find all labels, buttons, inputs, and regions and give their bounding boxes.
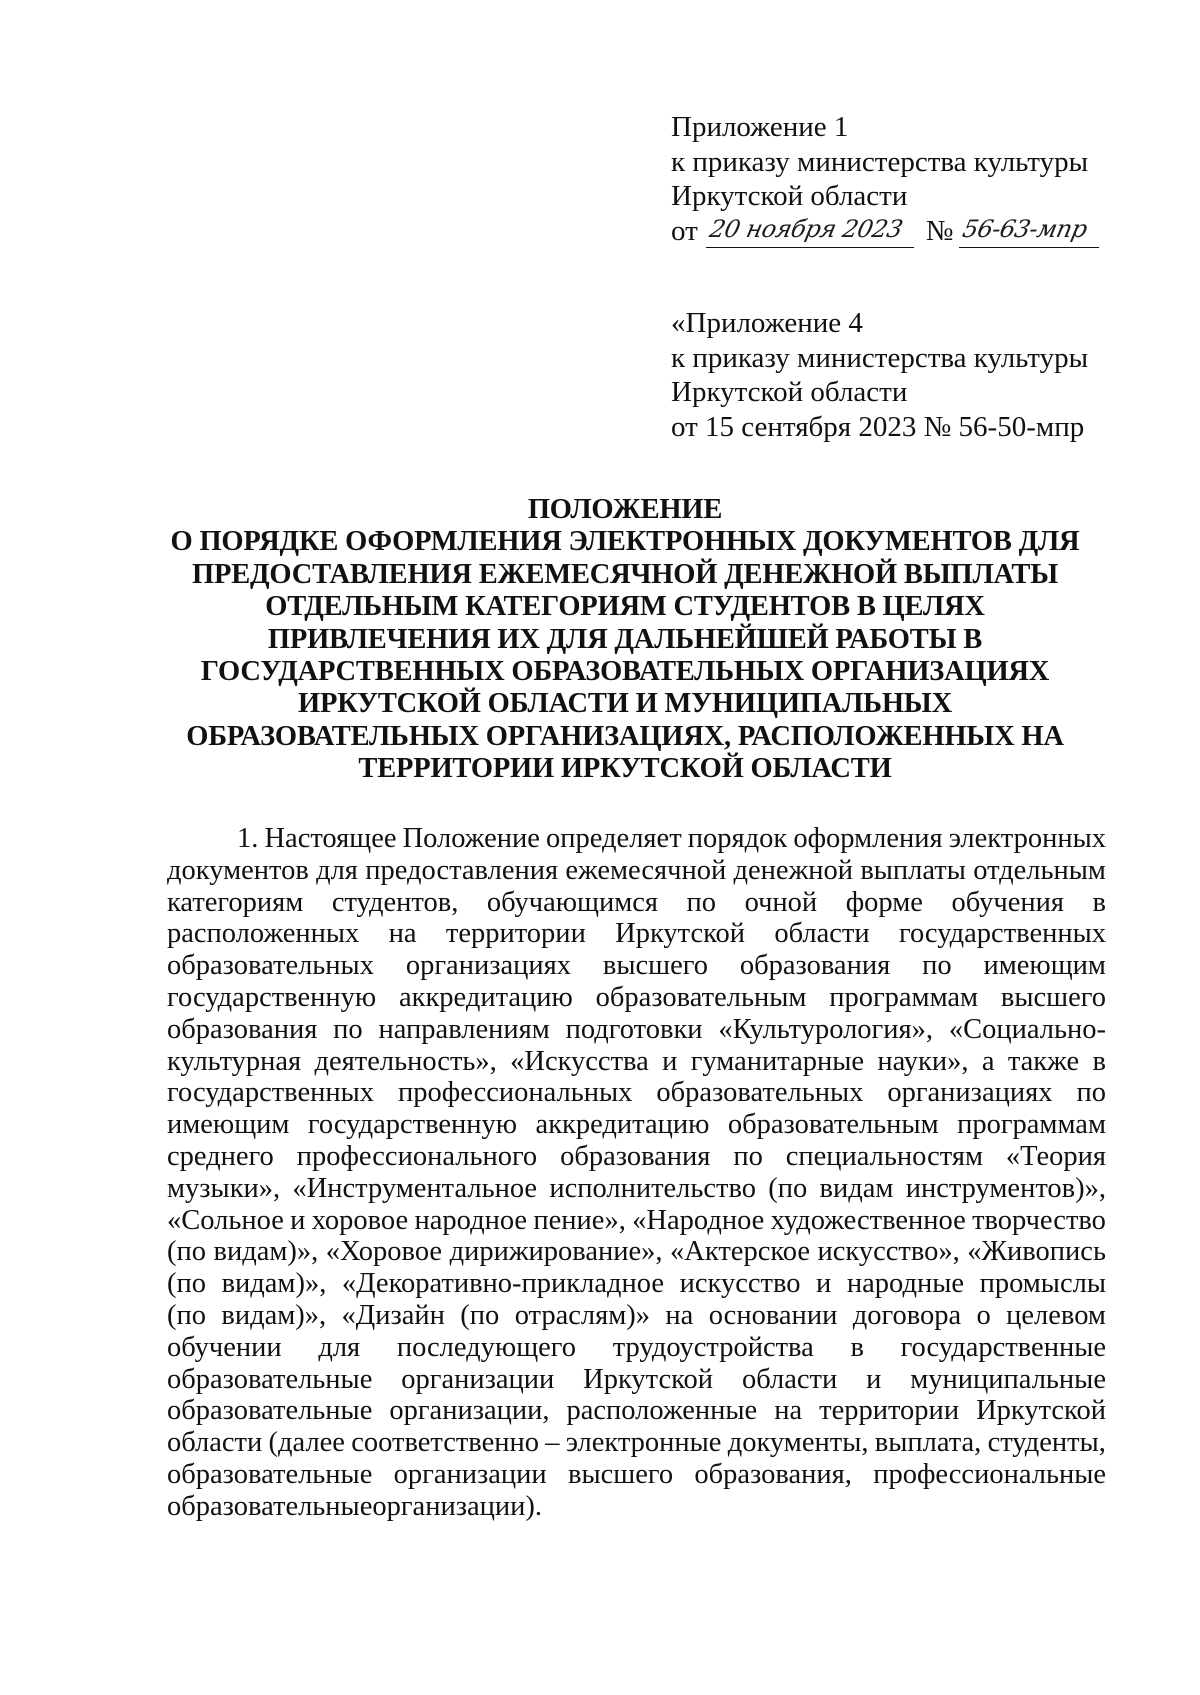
paragraph-line: расположенных на территории Иркутской области государственных	[167, 918, 1106, 950]
paragraph-line: документов для предоставления ежемесячной денежной выплаты отдельным	[167, 854, 1106, 886]
title-line: О ПОРЯДКЕ ОФОРМЛЕНИЯ ЭЛЕКТРОННЫХ ДОКУМЕНТОВ ДЛЯ	[170, 526, 1080, 558]
number-sign: №	[925, 214, 954, 247]
title-line: ПРИВЛЕЧЕНИЯ ИХ ДЛЯ ДАЛЬНЕЙШЕЙ РАБОТЫ В	[267, 623, 983, 655]
paragraph-line: среднего профессионального образования по специальностям «Теория	[167, 1140, 1106, 1172]
paragraph-line: категориям студентов, обучающимся по очной форме обучения в	[167, 886, 1106, 918]
appendix-4-region: Иркутской области	[671, 376, 908, 408]
date-prefix: от	[671, 214, 698, 247]
title-line: ПОЛОЖЕНИЕ	[527, 494, 723, 525]
title-line: ОБРАЗОВАТЕЛЬНЫХ ОРГАНИЗАЦИЯХ, РАСПОЛОЖЕННЫХ НА	[186, 720, 1064, 752]
appendix-4-order-ref: к приказу министерства культуры	[671, 341, 1089, 374]
title-line: ГОСУДАРСТВЕННЫХ ОБРАЗОВАТЕЛЬНЫХ ОРГАНИЗАЦИЯХ	[200, 656, 1050, 688]
appendix-1-header	[671, 110, 1099, 248]
paragraph-line: 1. Настоящее Положение определяет порядок оформления электронных	[237, 823, 1106, 854]
appendix-1-date-number-line	[671, 214, 1099, 249]
title-line: ИРКУТСКОЙ ОБЛАСТИ И МУНИЦИПАЛЬНЫХ	[298, 688, 952, 720]
paragraph-line: обучении для последующего трудоустройства в государственные	[167, 1331, 1106, 1363]
number-blank	[959, 214, 1099, 248]
handwritten-date: 20 ноября 2023	[706, 214, 905, 243]
appendix-1-order-ref: к приказу министерства культуры	[671, 145, 1089, 178]
title-line: ПРЕДОСТАВЛЕНИЯ ЕЖЕМЕСЯЧНОЙ ДЕНЕЖНОЙ ВЫПЛАТЫ	[192, 558, 1058, 590]
paragraph-line: имеющим государственную аккредитацию образовательным программам	[167, 1109, 1106, 1141]
paragraph-line: государственную аккредитацию образовательным программам высшего	[167, 981, 1106, 1013]
paragraph-line: образовательные организации).	[167, 1490, 542, 1522]
paragraph-line: (по видам)», «Хоровое дирижирование», «Актерское искусство», «Живопись	[167, 1236, 1106, 1268]
paragraph-line: культурная деятельность», «Искусства и гуманитарные науки», а также в	[167, 1045, 1106, 1077]
title-line: ОТДЕЛЬНЫМ КАТЕГОРИЯМ СТУДЕНТОВ В ЦЕЛЯХ	[265, 591, 985, 623]
paragraph-line: (по видам)», «Дизайн (по отраслям)» на основании договора о целевом	[167, 1299, 1106, 1331]
handwritten-number: 56-63-мпр	[960, 214, 1091, 243]
title-line: ТЕРРИТОРИИ ИРКУТСКОЙ ОБЛАСТИ	[358, 753, 892, 785]
paragraph-line: образовательные организации, расположенные на территории Иркутской	[167, 1395, 1106, 1427]
document-title	[150, 494, 1100, 786]
date-blank	[706, 214, 914, 248]
appendix-1-title: Приложение 1	[671, 111, 849, 143]
appendix-4-date-number: от 15 сентября 2023 № 56-50-мпр	[671, 410, 1085, 443]
paragraph-line: музыки», «Инструментальное исполнительство (по видам инструментов)»,	[167, 1172, 1106, 1204]
appendix-4-header	[671, 306, 1088, 444]
appendix-1-region: Иркутской области	[671, 180, 908, 212]
paragraph-line: государственных профессиональных образовательных организациях по	[167, 1077, 1106, 1109]
paragraph-line: образования по направлениям подготовки «Культурология», «Социально-	[167, 1013, 1106, 1045]
paragraph-line: образовательных организациях высшего образования по имеющим	[167, 950, 1106, 982]
paragraph-line: образовательные организации высшего образования, профессиональные	[167, 1458, 1106, 1490]
paragraph-line: образовательные организации Иркутской области и муниципальные	[167, 1363, 1106, 1395]
paragraph-line: (по видам)», «Декоративно-прикладное искусство и народные промыслы	[167, 1268, 1106, 1300]
appendix-4-title: «Приложение 4	[671, 307, 863, 339]
paragraph-line: области (далее соответственно – электронные документы, выплата, студенты,	[167, 1427, 1106, 1459]
paragraph-1	[167, 823, 1106, 1523]
paragraph-line: «Сольное и хоровое народное пение», «Народное художественное творчество	[167, 1204, 1106, 1236]
